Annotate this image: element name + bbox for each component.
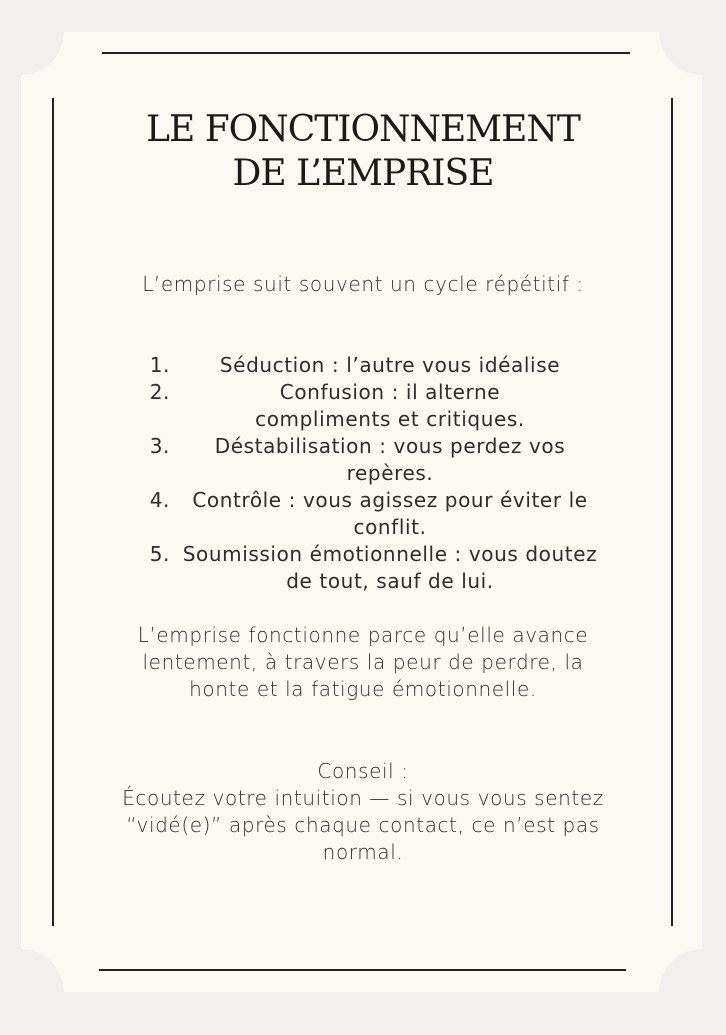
list-item bbox=[140, 541, 610, 595]
right-border-line bbox=[671, 98, 673, 926]
title-line-1: LE FONCTIONNEMENT bbox=[146, 109, 580, 150]
corner-notch-bottom-left bbox=[0, 949, 64, 1035]
advice-text: Écoutez votre intuition — si vous vous sentez “vidé(e)” après chaque contact, ce n’est pas normal. bbox=[122, 786, 604, 864]
title-line-2: DE L’EMPRISE bbox=[232, 153, 494, 194]
advice-block bbox=[120, 758, 606, 866]
corner-notch-bottom-right bbox=[659, 949, 726, 1035]
list-text: Contrôle : vous agissez pour éviter le conflit. bbox=[192, 488, 588, 539]
list-item bbox=[140, 352, 610, 379]
list-number: 4. bbox=[149, 488, 170, 512]
list-text: Confusion : il alterne compliments et critiques. bbox=[255, 380, 525, 431]
list-text: Soumission émotionnelle : vous doutez de tout, sauf de lui. bbox=[182, 542, 598, 593]
top-divider bbox=[102, 52, 630, 54]
list-number: 3. bbox=[149, 434, 170, 458]
list-text: Déstabilisation : vous perdez vos repères. bbox=[214, 434, 566, 485]
page-title bbox=[0, 108, 726, 196]
advice-label: Conseil : bbox=[317, 759, 409, 783]
list-number: 5. bbox=[149, 542, 170, 566]
list-item bbox=[140, 379, 610, 433]
list-item bbox=[140, 487, 610, 541]
corner-notch-top-right bbox=[659, 0, 726, 75]
list-number: 1. bbox=[149, 353, 170, 377]
list-text: Séduction : l’autre vous idéalise bbox=[219, 353, 561, 377]
intro-text: L’emprise suit souvent un cycle répétitif : bbox=[142, 272, 584, 296]
list-number: 2. bbox=[149, 380, 170, 404]
explanation-paragraph: L’emprise fonctionne parce qu’elle avance lentement, à travers la peur de perdre, la honte et la fatigue émotionnelle. bbox=[137, 623, 589, 701]
list-item bbox=[140, 433, 610, 487]
corner-notch-top-left bbox=[0, 0, 64, 75]
bottom-divider bbox=[99, 969, 626, 971]
left-border-line bbox=[52, 98, 54, 926]
cycle-steps-list bbox=[140, 352, 610, 595]
